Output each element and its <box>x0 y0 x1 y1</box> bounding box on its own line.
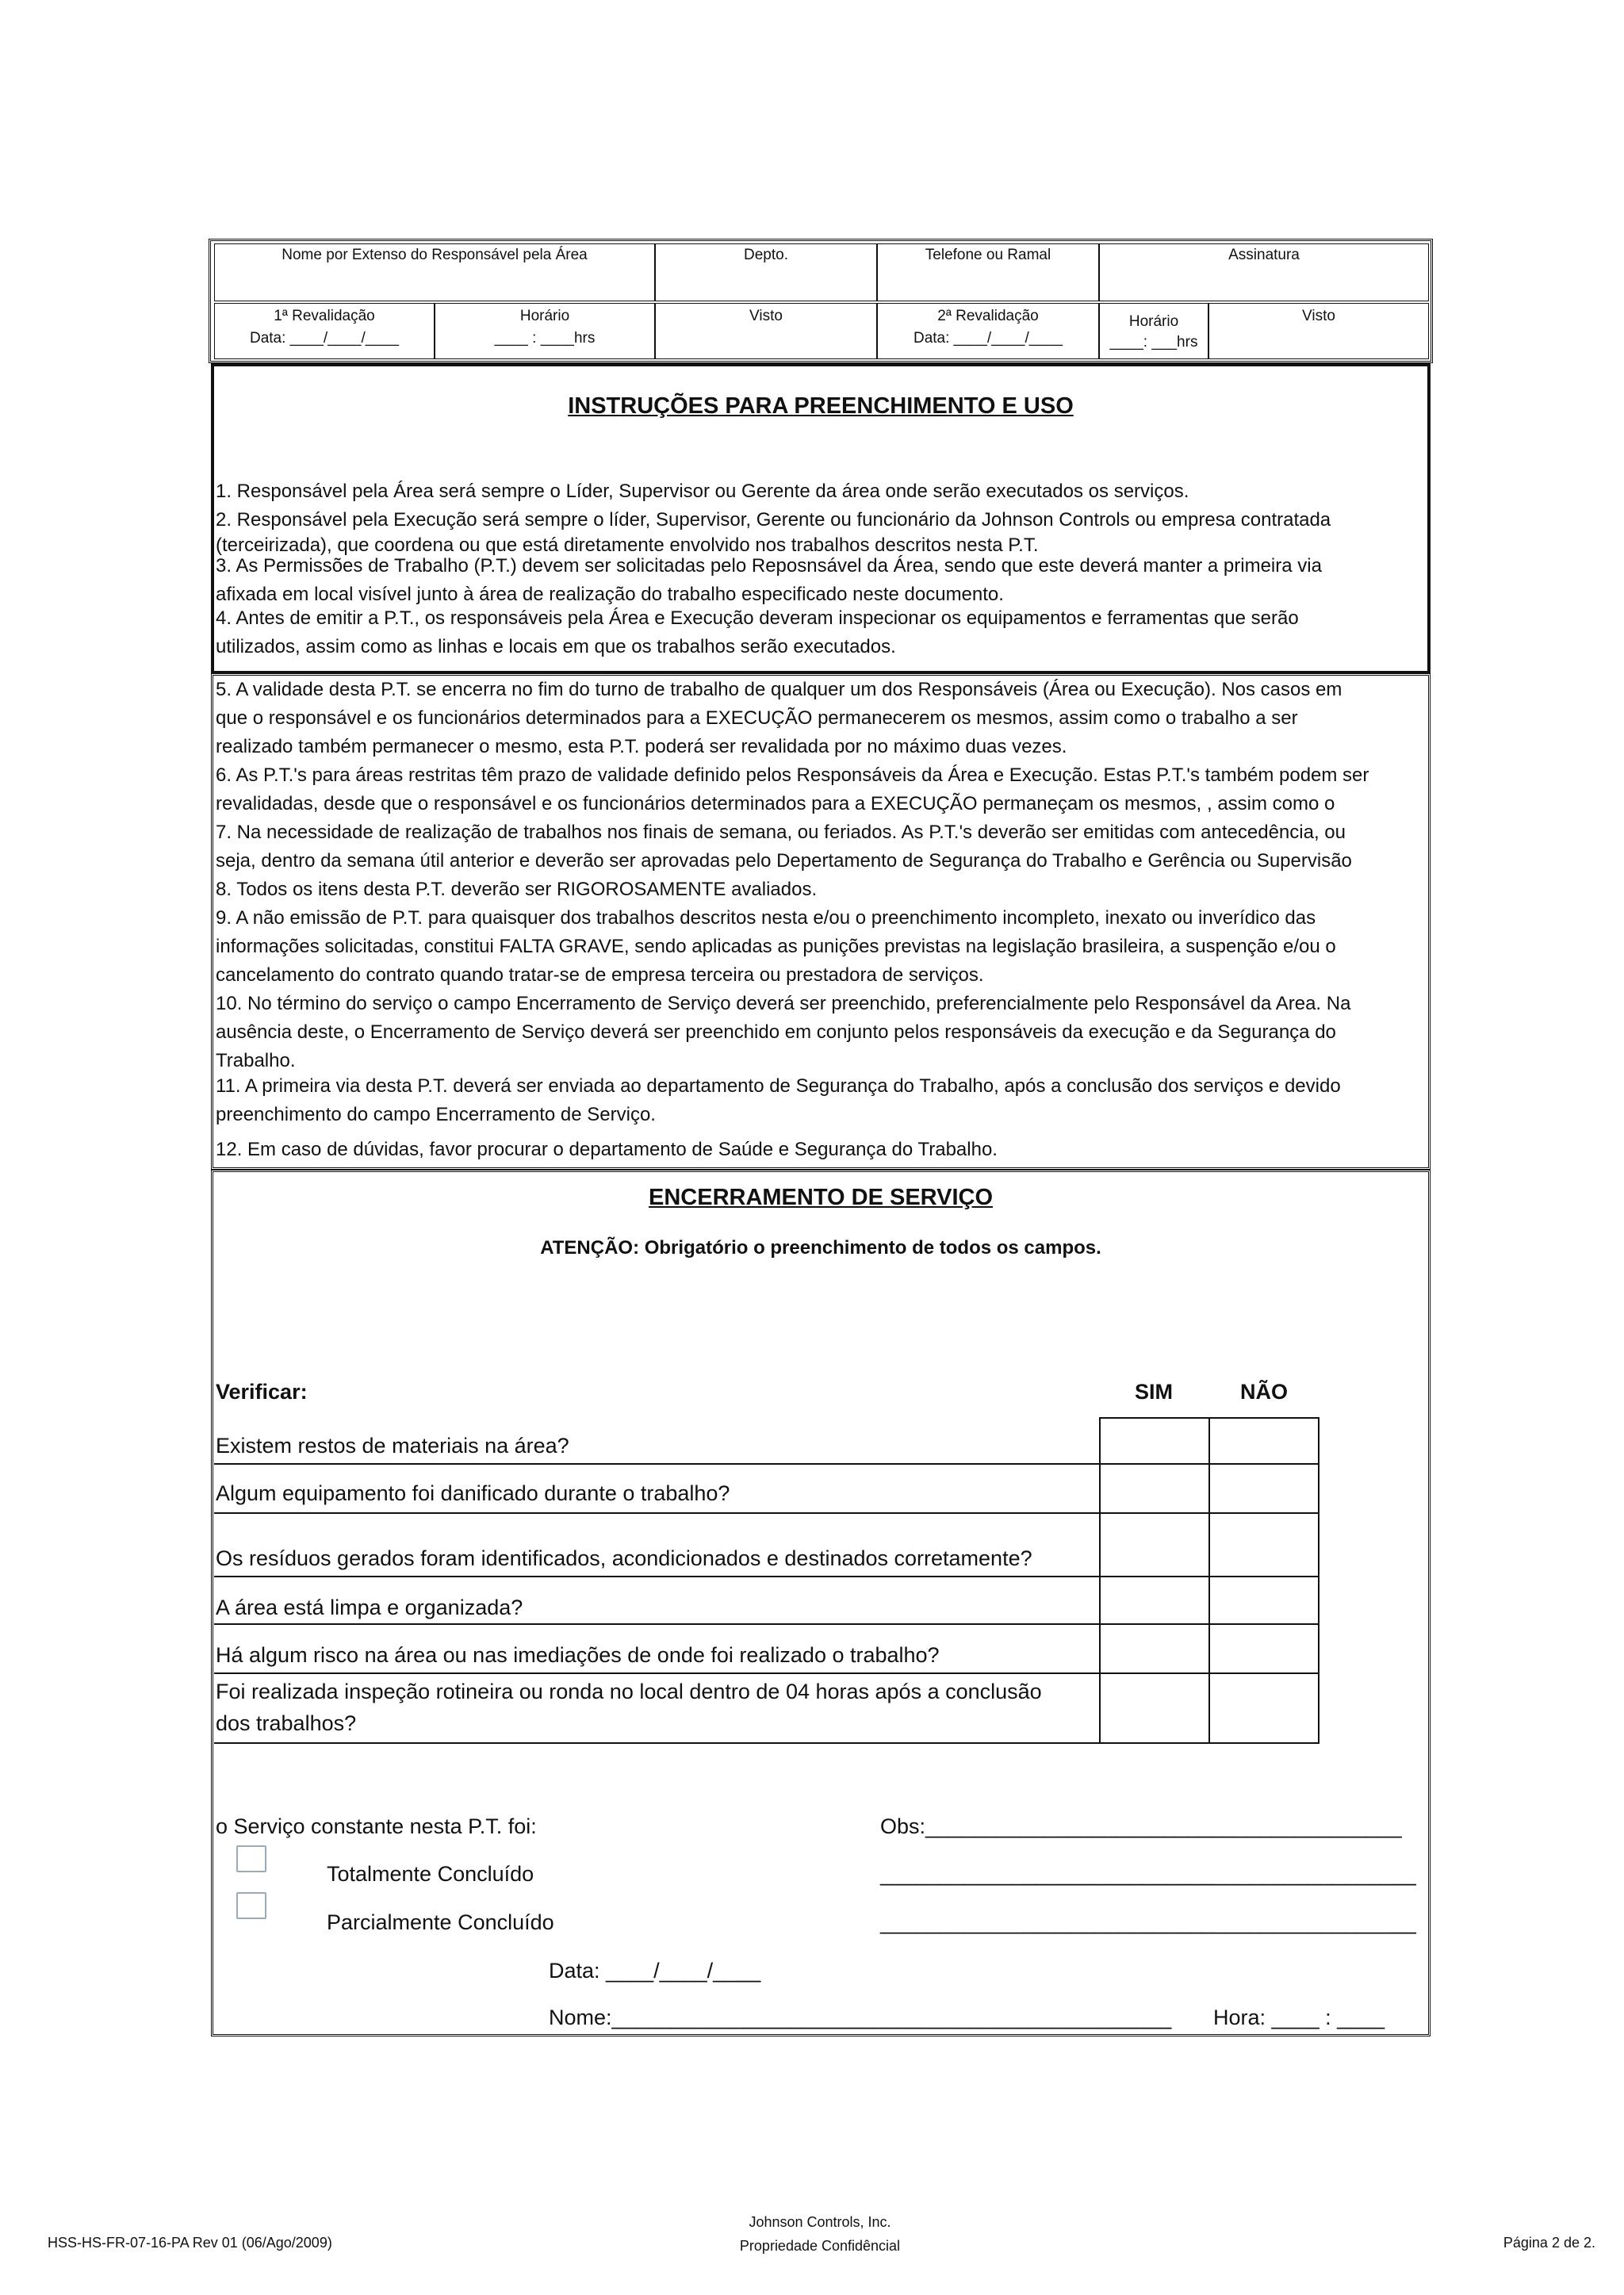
instruction-line: 3. As Permissões de Trabalho (P.T.) devem ser solicitadas pelo Reposnsável da Área, sendo que este deverá manter a primeira via <box>216 555 1322 577</box>
hour-field[interactable]: Hora: ____ : ____ <box>1213 2006 1385 2029</box>
option-total-label: Totalmente Concluído <box>327 1862 534 1886</box>
first-time-cell <box>435 303 655 359</box>
first-visto-label: Visto <box>749 308 783 324</box>
instruction-line: 10. No término do serviço o campo Encerramento de Serviço deverá ser preenchido, preferencialmente pelo Responsável da Area. Na <box>216 993 1351 1014</box>
second-visto-label: Visto <box>1302 308 1335 324</box>
instruction-line: 5. A validade desta P.T. se encerra no fim do turno de trabalho de qualquer um dos Responsáveis (Área ou Execução). Nos casos em <box>216 679 1342 700</box>
instruction-line: 4. Antes de emitir a P.T., os responsáveis pela Área e Execução deveram inspecionar os equipamentos e ferramentas que serão <box>216 607 1299 629</box>
obs-line-3[interactable]: _____________________________________________ <box>880 1910 1416 1934</box>
header-name-label: Nome por Extenso do Responsável pela Área <box>282 247 588 263</box>
header-signature-label: Assinatura <box>1228 247 1300 263</box>
footer-confidential: Propriedade Confidêncial <box>739 2238 901 2254</box>
instruction-line: Trabalho. <box>216 1050 296 1071</box>
instruction-line: 8. Todos os itens desta P.T. deverão ser RIGOROSAMENTE avaliados. <box>216 879 818 900</box>
first-visto-cell <box>655 303 877 359</box>
instructions-list-b <box>216 676 1369 1164</box>
name-field[interactable]: Nome:_______________________________________________ <box>549 2006 1172 2029</box>
instruction-line: 11. A primeira via desta P.T. deverá ser enviada ao departamento de Segurança do Trabalho, após a conclusão dos serviços e devido <box>216 1075 1341 1097</box>
second-revalidation-label: 2ª Revalidação <box>937 308 1039 324</box>
first-time-label: Horário <box>519 308 570 324</box>
instruction-line: realizado também permanecer o mesmo, esta P.T. poderá ser revalidada por no máximo duas vezes. <box>216 736 1067 757</box>
header-signature-cell <box>1099 243 1429 301</box>
nao-header: NÃO <box>1240 1380 1288 1404</box>
second-visto-cell <box>1208 303 1429 359</box>
verify-label: Verificar: <box>216 1380 308 1404</box>
question-3: Os resíduos gerados foram identificados, acondicionados e destinados corretamente? <box>216 1546 1032 1570</box>
second-time-value[interactable]: ____: ___hrs <box>1109 334 1198 351</box>
instruction-line: informações solicitadas, constitui FALTA GRAVE, sendo aplicadas as punições previstas na legislação brasileira, a suspenção e/ou o <box>216 936 1336 957</box>
question-6: Foi realizada inspeção rotineira ou ronda no local dentro de 04 horas após a conclusão <box>216 1680 1042 1703</box>
instruction-line: 2. Responsável pela Execução será sempre o líder, Supervisor, Gerente ou funcionário da Johnson Controls ou empresa contratada <box>216 509 1331 531</box>
question-5: Há algum risco na área ou nas imediações de onde foi realizado o trabalho? <box>216 1643 940 1667</box>
instruction-line: (terceirizada), que coordena ou que está diretamente envolvido nos trabalhos descritos nesta P.T. <box>216 534 1039 556</box>
obs-field[interactable]: Obs:________________________________________ <box>880 1814 1402 1838</box>
instruction-line: 1. Responsável pela Área será sempre o Líder, Supervisor ou Gerente da área onde serão executados os serviços. <box>216 481 1189 502</box>
first-revalidation-label: 1ª Revalidação <box>274 308 375 324</box>
service-label: o Serviço constante nesta P.T. foi: <box>216 1814 537 1838</box>
second-revalidation-date[interactable]: Data: ____/____/____ <box>913 330 1063 347</box>
checklist-table <box>214 1417 1320 1747</box>
instructions-list-a <box>216 477 1331 661</box>
instruction-line: revalidadas, desde que o responsável e os funcionários determinados para a EXECUÇÃO permaneçam os mesmos, , assim como o <box>216 793 1335 814</box>
instruction-line: 6. As P.T.'s para áreas restritas têm prazo de validade definido pelos Responsáveis da Área e Execução. Estas P.T.'s também podem ser <box>216 764 1369 786</box>
answer-divider <box>1208 1417 1210 1744</box>
instruction-line: afixada em local visível junto à área de realização do trabalho especificado neste documento. <box>216 584 1004 605</box>
instruction-line: ausência deste, o Encerramento de Serviço deverá ser preenchido em conjunto pelos responsáveis da execução e da Segurança do <box>216 1021 1336 1043</box>
footer-page-number: Página 2 de 2. <box>1503 2235 1595 2251</box>
header-phone-label: Telefone ou Ramal <box>925 247 1051 263</box>
question-6-cont: dos trabalhos? <box>216 1711 357 1735</box>
closure-title: ENCERRAMENTO DE SERVIÇO <box>649 1185 993 1210</box>
question-1: Existem restos de materiais na área? <box>216 1434 569 1458</box>
instruction-line: seja, dentro da semana útil anterior e deverão ser aprovadas pelo Depertamento de Segurança do Trabalho e Gerência ou Supervisão <box>216 850 1352 872</box>
instruction-line: cancelamento do contrato quando tratar-se de empresa terceira ou prestadora de serviços. <box>216 964 984 986</box>
closure-attention: ATENÇÃO: Obrigatório o preenchimento de todos os campos. <box>540 1237 1101 1259</box>
question-2: Algum equipamento foi danificado durante o trabalho? <box>216 1481 730 1505</box>
instruction-line: que o responsável e os funcionários determinados para a EXECUÇÃO permanecerem os mesmos, assim como o trabalho a ser <box>216 707 1298 729</box>
question-4: A área está limpa e organizada? <box>216 1596 523 1619</box>
header-dept-cell <box>655 243 877 301</box>
instruction-line: 12. Em caso de dúvidas, favor procurar o departamento de Saúde e Segurança do Trabalho. <box>216 1139 998 1160</box>
instruction-line: utilizados, assim como as linhas e locais em que os trabalhos serão executados. <box>216 636 896 657</box>
second-time-label: Horário <box>1128 313 1179 330</box>
instructions-title: INSTRUÇÕES PARA PREENCHIMENTO E USO <box>568 393 1074 419</box>
header-name-cell <box>214 243 655 301</box>
sim-header: SIM <box>1134 1380 1173 1404</box>
first-time-value[interactable]: ____ : ____hrs <box>494 330 596 347</box>
first-revalidation-cell <box>214 303 435 359</box>
instruction-line: preenchimento do campo Encerramento de Serviço. <box>216 1104 656 1125</box>
date-field[interactable]: Data: ____/____/____ <box>549 1959 761 1983</box>
second-time-cell <box>1099 303 1208 359</box>
partial-checkbox[interactable] <box>236 1892 266 1919</box>
obs-line-2[interactable]: _____________________________________________ <box>880 1862 1416 1886</box>
total-checkbox[interactable] <box>236 1845 266 1872</box>
second-revalidation-cell <box>877 303 1099 359</box>
footer-doc-code: HSS-HS-FR-07-16-PA Rev 01 (06/Ago/2009) <box>48 2235 332 2251</box>
first-revalidation-date[interactable]: Data: ____/____/____ <box>249 330 400 347</box>
option-partial-label: Parcialmente Concluído <box>327 1910 554 1934</box>
header-dept-label: Depto. <box>744 247 788 263</box>
instruction-line: 7. Na necessidade de realização de trabalhos nos finais de semana, ou feriados. As P.T.'s deverão ser emitidas com antecedência, ou <box>216 822 1346 843</box>
instruction-line: 9. A não emissão de P.T. para quaisquer dos trabalhos descritos nesta e/ou o preenchimento incompleto, inexato ou inverídico das <box>216 907 1316 929</box>
footer-company: Johnson Controls, Inc. <box>749 2214 891 2230</box>
header-phone-cell <box>877 243 1099 301</box>
